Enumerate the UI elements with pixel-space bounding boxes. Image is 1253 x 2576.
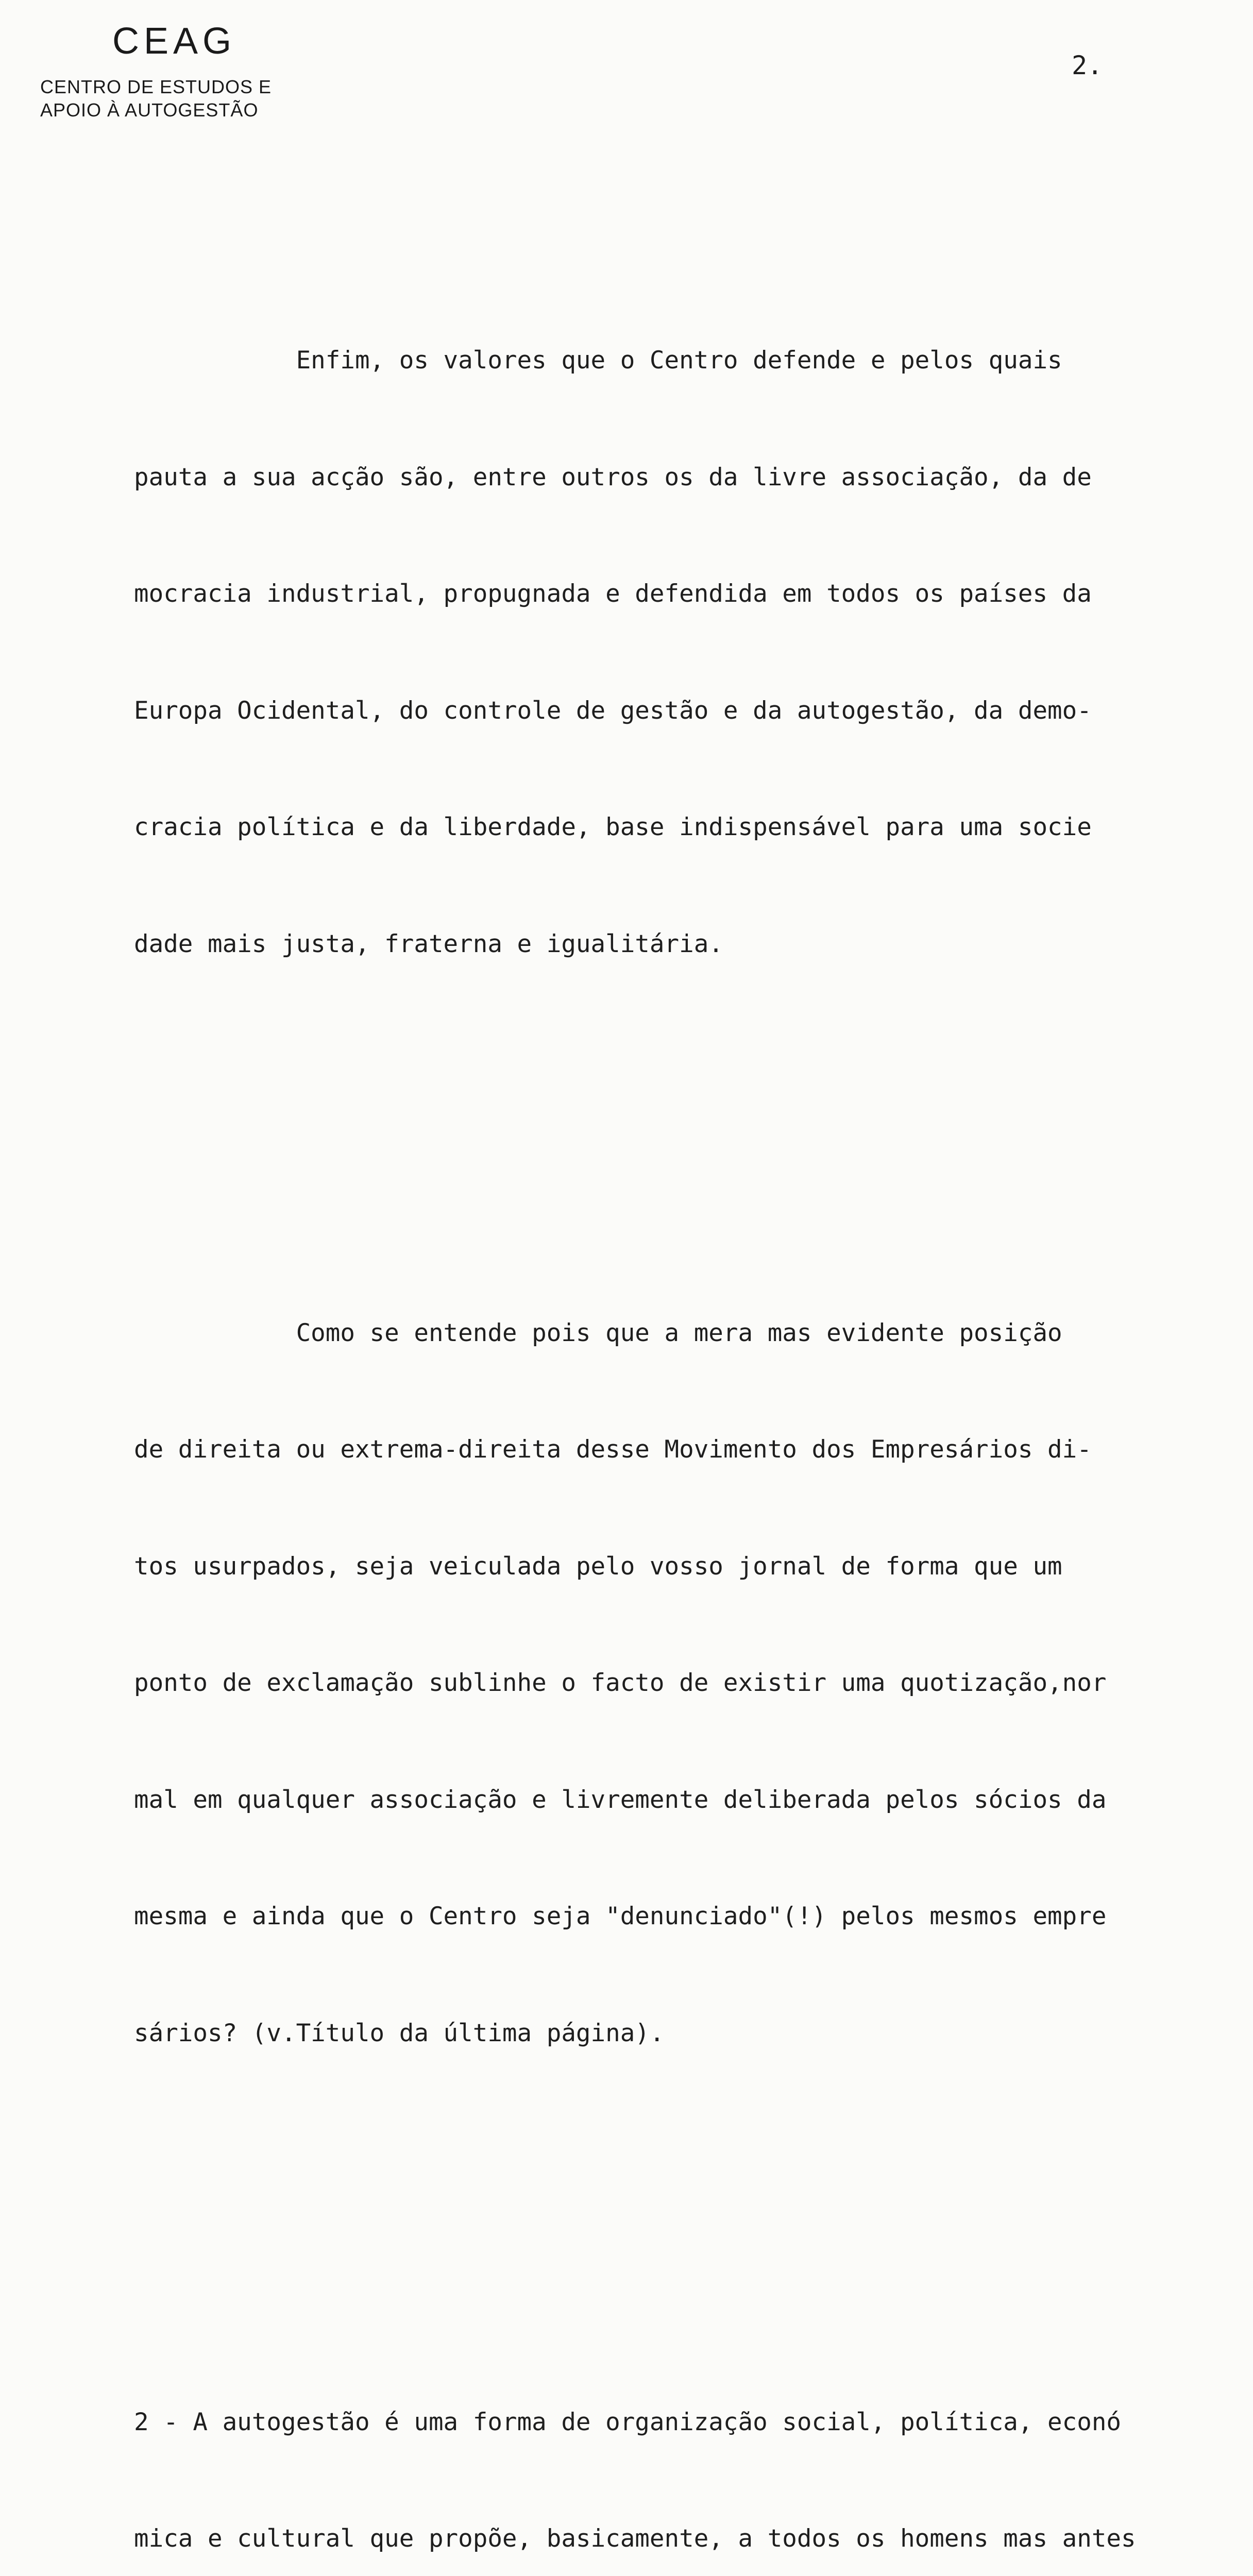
text-line: mocracia industrial, propugnada e defendida em todos os países da: [134, 574, 1242, 614]
letterhead-line-1: CENTRO DE ESTUDOS E: [40, 75, 272, 98]
document-body: [134, 185, 1242, 2576]
text-line: tos usurpados, seja veiculada pelo vosso jornal de forma que um: [134, 1547, 1242, 1586]
letterhead-acronym: CEAG: [112, 23, 272, 60]
text-line: sários? (v.Título da última página).: [134, 2014, 1242, 2053]
paragraph-1: [134, 263, 1242, 1041]
paragraph-gap: [134, 2208, 1242, 2247]
letterhead-line-2: APOIO À AUTOGESTÃO: [40, 98, 272, 122]
text-line: ponto de exclamação sublinhe o facto de existir uma quotização,nor: [134, 1664, 1242, 1703]
letterhead: [40, 23, 272, 122]
text-line: 2 - A autogestão é uma forma de organização social, política, econó: [134, 2403, 1242, 2442]
text-line: de direita ou extrema-direita desse Movimento dos Empresários di-: [134, 1430, 1242, 1469]
text-line: mesma e ainda que o Centro seja "denunciado"(!) pelos mesmos empre: [134, 1897, 1242, 1936]
paragraph-2: [134, 1236, 1242, 2131]
text-line: mal em qualquer associação e livremente deliberada pelos sócios da: [134, 1781, 1242, 1820]
text-line: Como se entende pois que a mera mas evidente posição: [134, 1314, 1242, 1353]
text-line: Enfim, os valores que o Centro defende e pelos quais: [134, 341, 1242, 380]
page-number: 2.: [1072, 50, 1103, 80]
text-line: cracia política e da liberdade, base indispensável para uma socie: [134, 808, 1242, 847]
text-line: mica e cultural que propõe, basicamente, a todos os homens mas antes: [134, 2519, 1242, 2558]
text-line: pauta a sua acção são, entre outros os da livre associação, da de: [134, 458, 1242, 497]
paragraph-gap: [134, 1119, 1242, 1158]
text-line: Europa Ocidental, do controle de gestão e da autogestão, da demo-: [134, 691, 1242, 731]
paragraph-3: [134, 2325, 1242, 2576]
text-line: dade mais justa, fraterna e igualitária.: [134, 925, 1242, 964]
